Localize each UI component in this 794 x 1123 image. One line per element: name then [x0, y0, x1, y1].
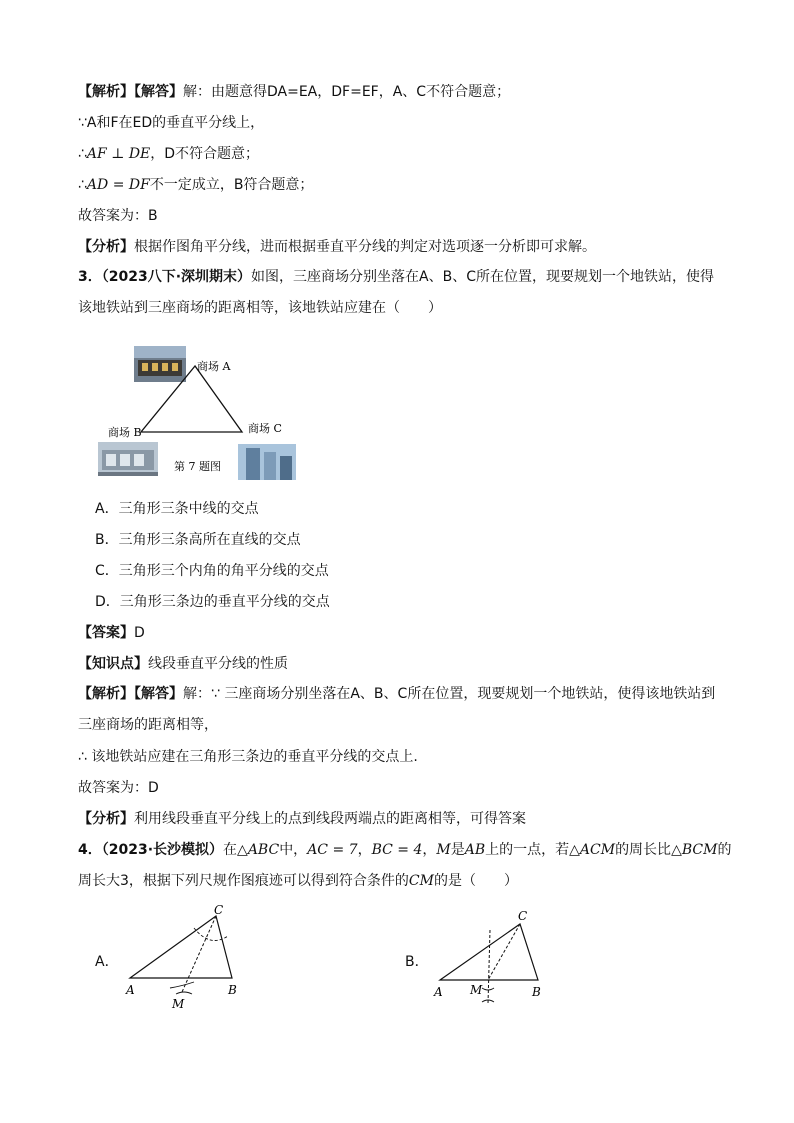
- question-source: （2023·长沙模拟）: [101, 842, 224, 858]
- question-text: 如图，三座商场分别坐落在A、B、C所在位置，现要规划一个地铁站，使得该地铁站到三座商场的距离相等，该地铁站应建在（ ）: [78, 269, 715, 316]
- tag-solution: 【解答】: [134, 84, 183, 100]
- label-c: C: [518, 909, 528, 923]
- answer-line: [78, 623, 145, 643]
- solution-text: 解：∵ 三座商场分别坐落在A、B、C所在位置，现要规划一个地铁站，使得该地铁站到三座商场的距离相等，: [78, 686, 716, 733]
- option-d: D．三角形三条边的垂直平分线的交点: [95, 594, 330, 610]
- analysis-text: 利用线段垂直平分线上的点到线段两端点的距离相等，可得答案: [134, 811, 526, 827]
- math: M: [436, 842, 451, 858]
- tag-analysis: 【解析】: [78, 686, 134, 702]
- text: 在: [223, 842, 238, 858]
- solution-text: 解：由题意得DA=EA，DF=EF，A、C不符合题意；: [183, 84, 511, 100]
- text: ，: [357, 842, 372, 858]
- answer-line: 故答案为：B: [78, 208, 158, 224]
- math: △ABC: [237, 842, 280, 858]
- therefore-symbol: ∴: [78, 146, 87, 162]
- math: AC = 7: [307, 842, 358, 858]
- q4-option-a-label: A．: [95, 954, 119, 970]
- math: AB: [464, 842, 486, 858]
- option-c: C．三角形三个内角的角平分线的交点: [95, 563, 329, 579]
- solution-line-1: [78, 82, 510, 102]
- q4-figure-a: [118, 902, 248, 1014]
- therefore-symbol: ∴: [78, 177, 87, 193]
- option-b: B．三角形三条高所在直线的交点: [95, 532, 301, 548]
- solution-text: ，D不符合题意；: [150, 146, 260, 162]
- tag-knowledge-point: 【知识点】: [78, 656, 148, 672]
- math-expression: AF ⊥ DE: [86, 146, 151, 162]
- question-source: （2023八下·深圳期末）: [101, 269, 252, 285]
- label-m: M: [470, 983, 483, 997]
- text: 周长大3，根据下列尺规作图痕迹可以得到符合条件的: [78, 873, 409, 889]
- label-a: A: [126, 983, 135, 997]
- knowledge-point-text: 线段垂直平分线的性质: [148, 656, 288, 672]
- text: 的周长比: [615, 842, 672, 858]
- mall-a-photo: [134, 346, 186, 382]
- text: 的: [717, 842, 732, 858]
- label-mall-b: 商场 B: [108, 426, 142, 439]
- tag-solution: 【解答】: [134, 686, 183, 702]
- tag-analysis: 【分析】: [78, 811, 134, 827]
- math: CM: [408, 873, 434, 889]
- analysis-line: [78, 809, 526, 829]
- label-m: M: [172, 997, 185, 1011]
- label-b: B: [532, 985, 541, 999]
- label-mall-a: 商场 A: [197, 360, 231, 373]
- solution-text: 不一定成立，B符合题意；: [149, 177, 314, 193]
- mall-c-photo: [238, 444, 296, 480]
- mall-b-photo: [98, 442, 158, 476]
- text: 是: [450, 842, 465, 858]
- q4-figure-b: [428, 902, 558, 1014]
- solution-paragraph: [78, 679, 718, 741]
- mall-figure: [96, 344, 306, 484]
- question-number: 4．: [78, 842, 102, 858]
- solution-line-2: ∵A和F在ED的垂直平分线上，: [78, 115, 265, 131]
- knowledge-point-line: [78, 654, 288, 674]
- tag-answer: 【答案】: [78, 625, 134, 641]
- math: △ACM: [569, 842, 616, 858]
- analysis-text: 根据作图角平分线，进而根据垂直平分线的判定对选项逐一分析即可求解。: [134, 239, 596, 255]
- math: △BCM: [671, 842, 718, 858]
- tag-analysis: 【分析】: [78, 239, 134, 255]
- solution-line: ∴ 该地铁站应建在三角形三条边的垂直平分线的交点上.: [78, 749, 418, 765]
- math: BC = 4: [371, 842, 423, 858]
- answer-line: 故答案为：D: [78, 780, 159, 796]
- text: 中，: [279, 842, 308, 858]
- analysis-line: [78, 237, 596, 257]
- solution-line-3: [78, 144, 259, 164]
- question-4-line-2: [78, 871, 518, 891]
- answer-value: D: [134, 625, 145, 641]
- text: 上的一点，若: [485, 842, 570, 858]
- solution-line-4: [78, 175, 313, 195]
- option-a: A．三角形三条中线的交点: [95, 501, 259, 517]
- question-3-stem: [78, 262, 718, 324]
- figure-caption: 第 7 题图: [174, 460, 221, 473]
- math-expression: AD = DF: [86, 177, 150, 193]
- label-a: A: [434, 985, 443, 999]
- tag-analysis: 【解析】: [78, 84, 134, 100]
- label-mall-c: 商场 C: [248, 422, 282, 435]
- text: ，: [422, 842, 437, 858]
- question-number: 3．: [78, 269, 102, 285]
- q4-option-b-label: B．: [405, 954, 429, 970]
- label-b: B: [228, 983, 237, 997]
- label-c: C: [214, 903, 224, 917]
- text: 的是（ ）: [433, 873, 518, 889]
- question-4-line-1: [78, 840, 731, 860]
